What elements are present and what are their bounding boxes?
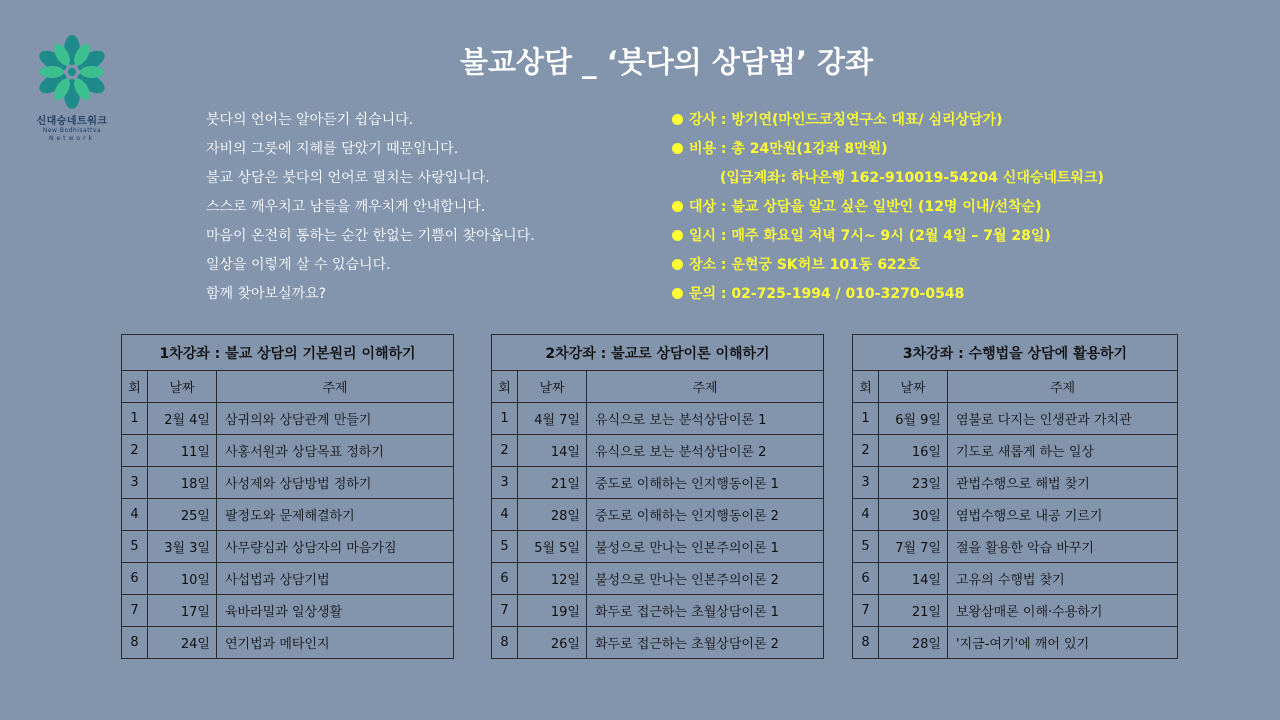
table-row: 3 18일 사성제와 상담방법 정하기 xyxy=(122,467,454,499)
info-account: (입금계좌: 하나은행 162-910019-54204 신대승네트워크) xyxy=(720,170,1104,186)
course-title: 1차강좌 : 불교 상담의 기본원리 이해하기 xyxy=(122,335,454,371)
logo-name-en-2: Network xyxy=(48,135,96,142)
info-target: 대상 : 불교 상담을 알고 싶은 일반인 (12명 이내/선착순) xyxy=(672,193,1252,222)
bullet-icon xyxy=(672,288,683,299)
info-schedule: 일시 : 매주 화요일 저녁 7시~ 9시 (2월 4일 – 7월 28일) xyxy=(672,222,1252,251)
course-title: 3차강좌 : 수행법을 상담에 활용하기 xyxy=(853,335,1178,371)
table-row: 8 26일 화두로 접근하는 초월상담이론 2 xyxy=(492,627,824,659)
col-topic: 주제 xyxy=(948,371,1178,403)
table-row: 5 5월 5일 불성으로 만나는 인본주의이론 1 xyxy=(492,531,824,563)
table-row: 3 23일 관법수행으로 해법 찾기 xyxy=(853,467,1178,499)
table-row: 4 30일 염법수행으로 내공 기르기 xyxy=(853,499,1178,531)
table-row: 6 10일 사섭법과 상담기법 xyxy=(122,563,454,595)
bullet-icon xyxy=(672,114,683,125)
col-date: 날짜 xyxy=(148,371,217,403)
table-row: 7 17일 육바라밀과 일상생활 xyxy=(122,595,454,627)
logo-name-en: New Bodhisattva xyxy=(42,127,102,134)
intro-line: 함께 찾아보실까요? xyxy=(206,286,327,302)
table-row: 8 24일 연기법과 메타인지 xyxy=(122,627,454,659)
page-title: 불교상담 _ ‘붓다의 상담법’ 강좌 xyxy=(460,45,874,79)
course-title: 2차강좌 : 불교로 상담이론 이해하기 xyxy=(492,335,824,371)
table-row: 2 14일 유식으로 보는 분석상담이론 2 xyxy=(492,435,824,467)
logo-name-ko: 신대승네트워크 xyxy=(36,116,108,127)
intro-line: 불교 상담은 붓다의 언어로 펼치는 사랑입니다. xyxy=(206,170,490,186)
intro-line: 붓다의 언어는 알아듣기 쉽습니다. xyxy=(206,112,414,128)
table-row: 2 16일 기도로 새롭게 하는 일상 xyxy=(853,435,1178,467)
info-cost: 비용 : 총 24만원(1강좌 8만원) xyxy=(672,135,1252,164)
table-row: 7 19일 화두로 접근하는 초월상담이론 1 xyxy=(492,595,824,627)
col-topic: 주제 xyxy=(217,371,454,403)
table-row: 5 7월 7일 절을 활용한 악습 바꾸기 xyxy=(853,531,1178,563)
table-row: 4 28일 중도로 이해하는 인지행동이론 2 xyxy=(492,499,824,531)
bullet-icon xyxy=(672,259,683,270)
table-row: 6 12일 불성으로 만나는 인본주의이론 2 xyxy=(492,563,824,595)
col-date: 날짜 xyxy=(518,371,587,403)
intro-line: 일상을 이렇게 살 수 있습니다. xyxy=(206,257,391,273)
col-no: 회 xyxy=(122,371,148,403)
course-table-1 xyxy=(121,334,454,659)
table-row: 2 11일 사홍서원과 상담목표 정하기 xyxy=(122,435,454,467)
table-row: 1 4월 7일 유식으로 보는 분석상담이론 1 xyxy=(492,403,824,435)
table-row: 6 14일 고유의 수행법 찾기 xyxy=(853,563,1178,595)
table-row: 4 25일 팔정도와 문제해결하기 xyxy=(122,499,454,531)
col-no: 회 xyxy=(853,371,879,403)
table-row: 1 2월 4일 삼귀의와 상담관계 만들기 xyxy=(122,403,454,435)
bullet-icon xyxy=(672,143,683,154)
course-table-3 xyxy=(852,334,1178,659)
table-row: 3 21일 중도로 이해하는 인지행동이론 1 xyxy=(492,467,824,499)
intro-text xyxy=(206,106,656,309)
course-info xyxy=(672,106,1252,309)
intro-line: 자비의 그릇에 지혜를 담았기 때문입니다. xyxy=(206,141,459,157)
table-row: 1 6월 9일 염불로 다지는 인생관과 가치관 xyxy=(853,403,1178,435)
lotus-icon xyxy=(33,34,111,110)
table-row: 7 21일 보왕삼매론 이해·수용하기 xyxy=(853,595,1178,627)
info-contact: 문의 : 02-725-1994 / 010-3270-0548 xyxy=(672,280,1252,309)
col-date: 날짜 xyxy=(879,371,948,403)
info-place: 장소 : 운현궁 SK허브 101동 622호 xyxy=(672,251,1252,280)
col-no: 회 xyxy=(492,371,518,403)
intro-line: 마음이 온전히 통하는 순간 한없는 기쁨이 찾아옵니다. xyxy=(206,228,535,244)
table-row: 5 3월 3일 사무량심과 상담자의 마음가짐 xyxy=(122,531,454,563)
bullet-icon xyxy=(672,201,683,212)
logo xyxy=(30,34,114,143)
info-lecturer: 강사 : 방기연(마인드코칭연구소 대표/ 심리상담가) xyxy=(672,106,1252,135)
col-topic: 주제 xyxy=(587,371,824,403)
table-row: 8 28일 '지금-여기'에 깨어 있기 xyxy=(853,627,1178,659)
course-table-2 xyxy=(491,334,824,659)
bullet-icon xyxy=(672,230,683,241)
intro-line: 스스로 깨우치고 남들을 깨우치게 안내합니다. xyxy=(206,199,486,215)
